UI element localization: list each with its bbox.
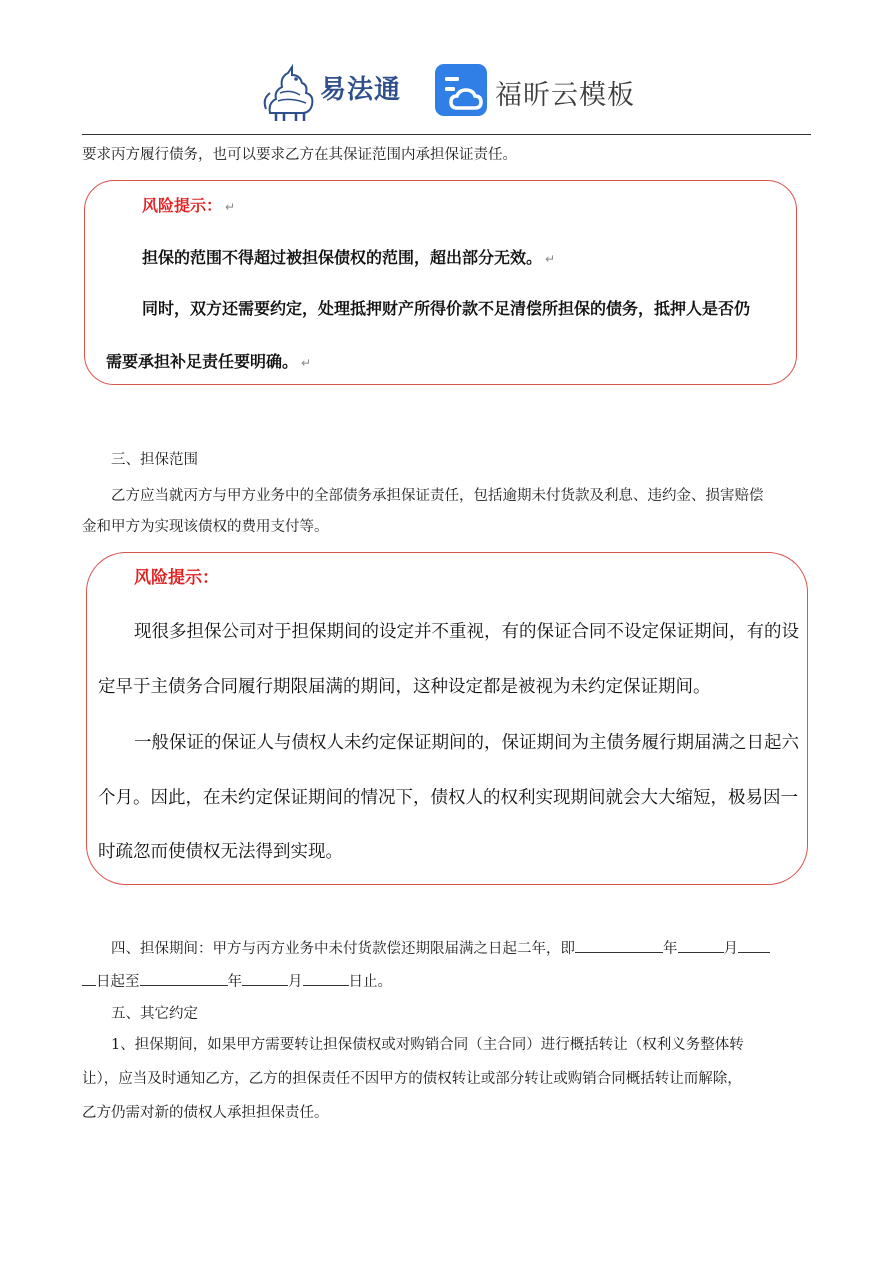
section-5-line-1: 1、担保期间，如果甲方需要转让担保债权或对购销合同（主合同）进行概括转让（权利义务整体转 [111,1037,744,1053]
risk1-text-line-1: 担保的范围不得超过被担保债权的范围，超出部分无效。 ↵ [142,248,556,267]
section-5-line-2: 让），应当及时通知乙方，乙方的担保责任不因甲方的债权转让或部分转让或购销合同概括转让而解除， [82,1071,742,1087]
section-3-line-1: 乙方应当就丙方与甲方业务中的全部债务承担保证责任，包括逾期未付货款及利息、违约金、损害赔偿 [111,488,764,504]
day-blank[interactable] [738,938,770,953]
section-5-heading: 五、其它约定 [111,1006,198,1022]
return-mark: ↵ [225,200,236,214]
year-blank[interactable] [140,971,228,986]
section-5-line-3: 乙方仍需对新的债权人承担担保责任。 [82,1105,329,1121]
risk2-text-line-1: 现很多担保公司对于担保期间的设定并不重视，有的保证合同不设定保证期间，有的设 [134,622,799,642]
month-blank[interactable] [678,938,724,953]
risk2-text-line-2: 定早于主债务合同履行期限届满的期间，这种设定都是被视为未约定保证期间。 [98,677,711,697]
risk1-text-line-3: 需要承担补足责任要明确。 ↵ [106,352,312,371]
section-4-line-1: 四、担保期间：甲方与丙方业务中未付货款偿还期限届满之日起二年，即 年 月 [82,934,812,965]
risk-notice-title-2: 风险提示： [134,568,219,588]
risk2-text-line-3: 一般保证的保证人与债权人未约定保证期间的，保证期间为主债务履行期届满之日起六 [134,733,799,753]
fuxin-cloud-template-name: 福昕云模板 [495,80,635,111]
year-blank[interactable] [575,938,663,953]
risk-notice-box-2 [86,552,808,885]
section-3-line-2: 金和甲方为实现该债权的费用支付等。 [82,519,329,535]
yifatong-logo [262,63,412,123]
cloud-document-icon [435,64,487,116]
return-mark: ↵ [301,356,312,370]
unicorn-logo-icon [262,63,322,123]
risk1-text-line-2: 同时，双方还需要约定，处理抵押财产所得价款不足清偿所担保的债务，抵押人是否仍 [142,299,751,318]
return-mark: ↵ [545,252,556,266]
day-blank[interactable] [303,971,349,986]
section-4-line-2: 日起至 年 月 日止。 [82,967,812,998]
risk2-text-line-5: 时疏忽而使债权无法得到实现。 [98,842,343,862]
day-blank[interactable] [82,971,96,986]
yifatong-name: 易法通 [320,75,402,105]
risk-notice-title-1: 风险提示： ↵ [142,196,236,215]
risk2-text-line-4: 个月。因此，在未约定保证期间的情况下，债权人的权利实现期间就会大大缩短，极易因一 [98,788,798,808]
page-header [0,60,893,124]
month-blank[interactable] [242,971,288,986]
paragraph-guarantor-liability: 要求丙方履行债务，也可以要求乙方在其保证范围内承担保证责任。 [82,147,517,163]
section-3-heading: 三、担保范围 [111,452,198,468]
header-divider [82,134,811,135]
